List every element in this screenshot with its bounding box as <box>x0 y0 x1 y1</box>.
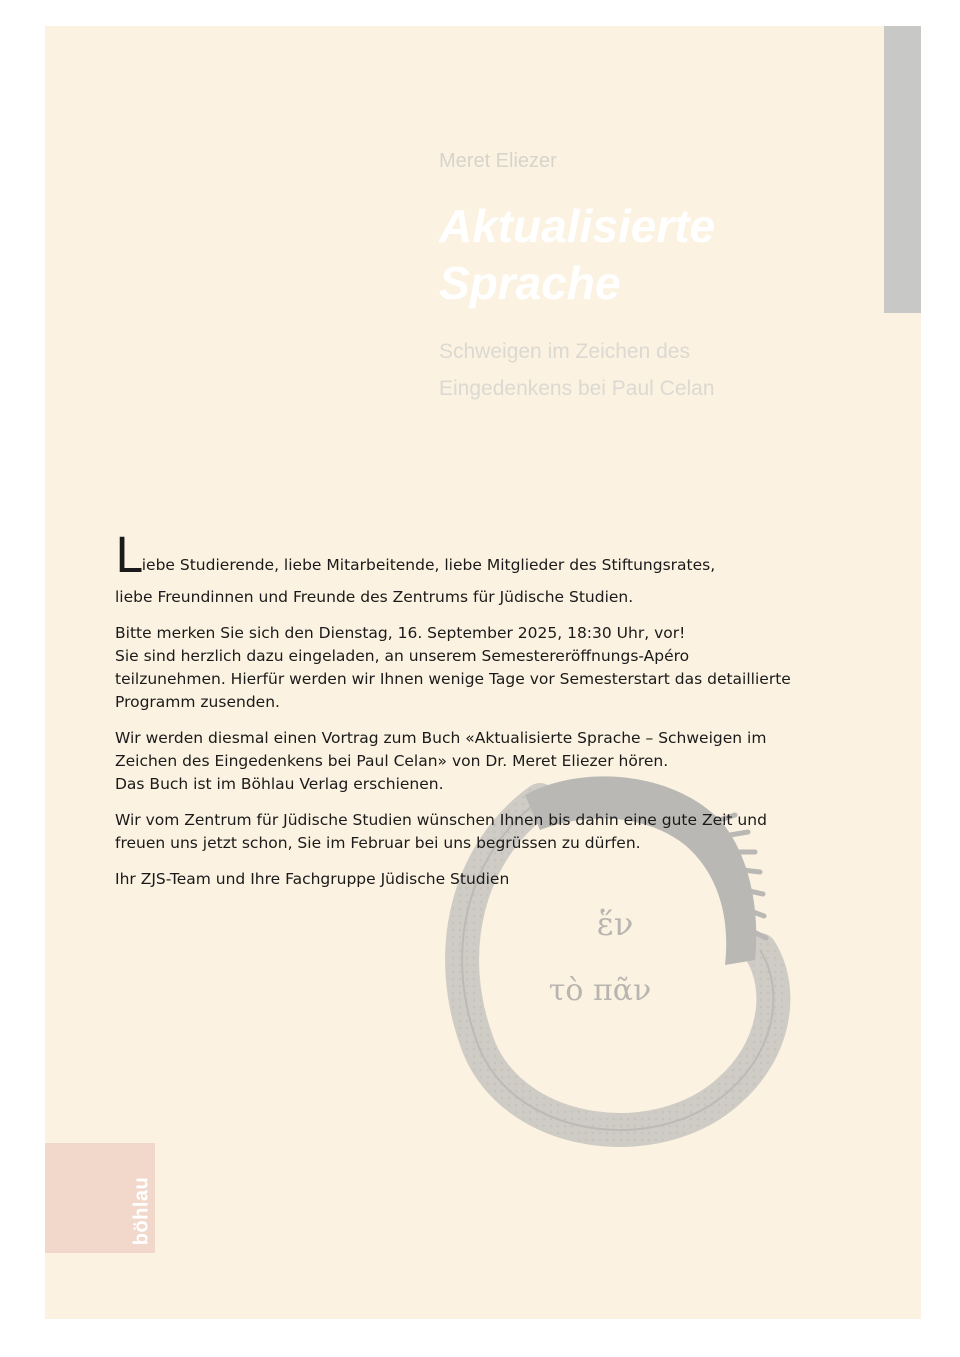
drop-cap: L <box>115 528 142 584</box>
letter-greeting <box>115 528 845 609</box>
invitation-letter <box>115 528 845 904</box>
greeting-text: iebe Studierende, liebe Mitarbeitende, liebe Mitglieder des Stiftungsrates, <box>141 556 716 574</box>
book-author: Meret Eliezer <box>439 150 557 172</box>
paragraph-line: Programm zusenden. <box>115 693 280 711</box>
greeting-line-2: liebe Freundinnen und Freunde des Zentrums für Jüdische Studien. <box>115 588 634 606</box>
paragraph-line: Wir vom Zentrum für Jüdische Studien wünschen Ihnen bis dahin eine gute Zeit und <box>115 811 767 829</box>
paragraph-line: Wir werden diesmal einen Vortrag zum Buch «Aktualisierte Sprache – Schweigen im <box>115 729 767 747</box>
book-subtitle-line-1: Schweigen im Zeichen des <box>439 340 690 363</box>
book-title-line-1: Aktualisierte <box>439 200 716 252</box>
letter-paragraph-lecture <box>115 727 845 796</box>
paragraph-line: Sie sind herzlich dazu eingeladen, an unserem Semestereröffnungs-Apéro <box>115 647 690 665</box>
book-title-line-2: Sprache <box>439 257 621 309</box>
book-subtitle <box>439 333 715 407</box>
book-subtitle-line-2: Eingedenkens bei Paul Celan <box>439 377 715 400</box>
letter-paragraph-wishes <box>115 809 845 855</box>
paragraph-line: teilzunehmen. Hierfür werden wir Ihnen wenige Tage vor Semesterstart das detaillierte <box>115 670 791 688</box>
paragraph-line: Zeichen des Eingedenkens bei Paul Celan» von Dr. Meret Eliezer hören. <box>115 752 669 770</box>
greeting-line-1 <box>115 528 845 584</box>
image-text-1: ἕν <box>596 905 634 943</box>
publisher-logo: böhlau <box>130 1176 153 1246</box>
letter-signature: Ihr ZJS-Team und Ihre Fachgruppe Jüdische Studien <box>115 870 510 888</box>
paragraph-line: Bitte merken Sie sich den Dienstag, 16. September 2025, 18:30 Uhr, vor! <box>115 624 686 642</box>
image-text-2: τὸ πᾶν <box>548 973 652 1008</box>
letter-paragraph-date <box>115 622 845 714</box>
paragraph-line: Das Buch ist im Böhlau Verlag erschienen. <box>115 775 444 793</box>
book-title <box>439 198 715 312</box>
cover-spine-tab <box>884 26 921 313</box>
paragraph-line: freuen uns jetzt schon, Sie im Februar bei uns begrüssen zu dürfen. <box>115 834 641 852</box>
